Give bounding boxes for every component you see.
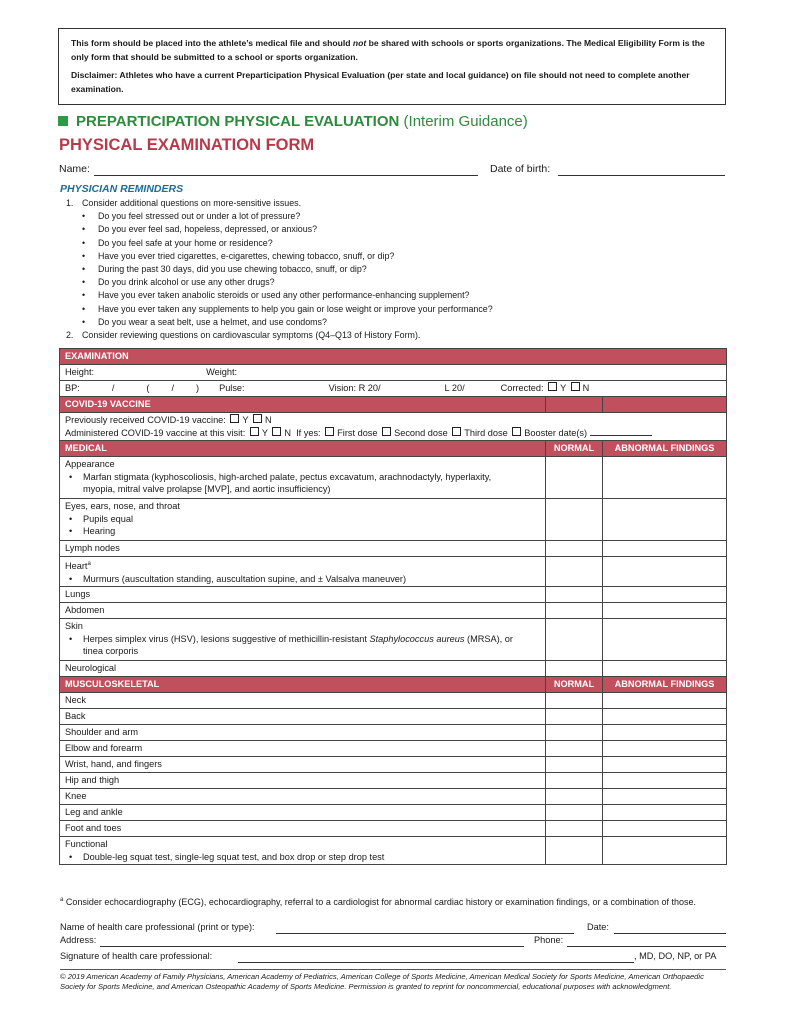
hcp-name-label: Name of health care professional (print or type):: [60, 922, 255, 932]
msk-row: Back: [60, 709, 546, 725]
abnormal-cell[interactable]: [603, 557, 727, 587]
msk-row: Wrist, hand, and fingers: [60, 757, 546, 773]
normal-cell[interactable]: [546, 693, 603, 709]
second-dose-checkbox[interactable]: [382, 427, 391, 436]
abnormal-cell[interactable]: [603, 821, 727, 837]
abnormal-cell[interactable]: [603, 757, 727, 773]
normal-cell[interactable]: [546, 603, 603, 619]
admin-vaccine-no-checkbox[interactable]: [272, 427, 281, 436]
normal-cell[interactable]: [546, 741, 603, 757]
reminder-bullet: • Do you wear a seat belt, use a helmet, and use condoms?: [66, 316, 493, 329]
abnormal-cell[interactable]: [603, 837, 727, 865]
msk-row: Elbow and forearm: [60, 741, 546, 757]
normal-cell[interactable]: [546, 587, 603, 603]
reminder-bullet: • Have you ever taken anabolic steroids or used any other performance-enhancing supplement?: [66, 289, 493, 302]
covid-row[interactable]: Previously received COVID-19 vaccine: Y N Administered COVID-19 vaccine at this visit: Y N If yes: First dose Second dose Third dose Booster date(s): [60, 413, 727, 441]
abnormal-header: ABNORMAL FINDINGS: [603, 441, 727, 457]
page-title: PHYSICAL EXAMINATION FORM: [59, 136, 315, 154]
reminder-bullet: • Do you feel safe at your home or residence?: [66, 237, 493, 250]
normal-cell[interactable]: [546, 725, 603, 741]
form-series-title: PREPARTICIPATION PHYSICAL EVALUATION (Interim Guidance): [58, 113, 528, 130]
copyright-notice: © 2019 American Academy of Family Physicians, American Academy of Pediatrics, American College of Sports Medicine, American Medical Society for Sports Medicine, American Orthopaedic Society for Sports Medicine, and American Osteopathic Academy of Sports Medicine. Permission is granted to reprint for noncommercial, educational purposes with acknowledgment.: [60, 969, 726, 991]
msk-row: Neck: [60, 693, 546, 709]
dob-label: Date of birth:: [490, 163, 551, 175]
signature-label: Signature of health care professional:: [60, 951, 213, 961]
msk-row: Foot and toes: [60, 821, 546, 837]
first-dose-checkbox[interactable]: [325, 427, 334, 436]
reminders-list: [66, 197, 493, 342]
abnormal-cell[interactable]: [603, 541, 727, 557]
abnormal-header: ABNORMAL FINDINGS: [603, 677, 727, 693]
appearance-row: Appearance • Marfan stigmata (kyphoscoliosis, high-arched palate, pectus excavatum, arachnodactyly, hyperlaxity, myopia, mitral valve prolapse [MVP], and aortic insufficiency): [60, 457, 546, 499]
name-label: Name:: [59, 163, 90, 175]
abnormal-cell[interactable]: [603, 661, 727, 677]
booster-date-field[interactable]: [590, 435, 652, 436]
normal-cell[interactable]: [546, 757, 603, 773]
abnormal-cell[interactable]: [603, 725, 727, 741]
notice-box: [58, 28, 726, 105]
dob-field[interactable]: [558, 175, 725, 176]
vitals-row[interactable]: BP: / ( / ) Pulse: Vision: R 20/ L 20/ Corrected: Y N: [60, 381, 727, 397]
reminders-heading: PHYSICIAN REMINDERS: [60, 183, 184, 195]
date-label: Date:: [587, 922, 609, 932]
abnormal-cell[interactable]: [603, 741, 727, 757]
normal-cell[interactable]: [546, 499, 603, 541]
lymph-row: Lymph nodes: [60, 541, 546, 557]
abnormal-cell[interactable]: [603, 693, 727, 709]
normal-cell[interactable]: [546, 821, 603, 837]
reminder-bullet: • During the past 30 days, did you use chewing tobacco, snuff, or dip?: [66, 263, 493, 276]
reminder-bullet: • Do you feel stressed out or under a lot of pressure?: [66, 210, 493, 223]
address-field[interactable]: [100, 946, 524, 947]
skin-row: Skin • Herpes simplex virus (HSV), lesions suggestive of methicillin-resistant Staphylococcus aureus (MRSA), or tinea corporis: [60, 619, 546, 661]
functional-row: Functional • Double-leg squat test, single-leg squat test, and box drop or step drop test: [60, 837, 546, 865]
section-musculoskeletal: MUSCULOSKELETAL: [60, 677, 546, 693]
footnote: $^a$ Consider echocardiography (ECG), echocardiography, referral to a cardiologist for abnormal cardiac history or examination findings, or a combination of those.: [60, 897, 697, 907]
height-weight-row[interactable]: Height: Weight:: [60, 365, 727, 381]
normal-header: NORMAL: [546, 441, 603, 457]
exam-table: [59, 348, 727, 865]
neuro-row: Neurological: [60, 661, 546, 677]
reminder-item-1: 1. Consider additional questions on more-sensitive issues.: [66, 198, 302, 208]
phone-label: Phone:: [534, 935, 564, 945]
reminder-bullet: • Have you ever taken any supplements to help you gain or lose weight or improve your performance?: [66, 303, 493, 316]
normal-cell[interactable]: [546, 541, 603, 557]
reminder-bullet: • Have you ever tried cigarettes, e-cigarettes, chewing tobacco, snuff, or dip?: [66, 250, 493, 263]
normal-header: NORMAL: [546, 677, 603, 693]
prev-vaccine-yes-checkbox[interactable]: [230, 414, 239, 423]
phone-field[interactable]: [567, 946, 726, 947]
disclaimer-text: Disclaimer: Athletes who have a current Preparticipation Physical Evaluation (per state and local guidance) on file should not need to complete another examination.: [71, 70, 690, 94]
normal-cell[interactable]: [546, 557, 603, 587]
msk-row: Knee: [60, 789, 546, 805]
lungs-row: Lungs: [60, 587, 546, 603]
heart-row: Heart$^a$ • Murmurs (auscultation standing, auscultation supine, and ± Valsalva maneuver): [60, 557, 546, 587]
abnormal-cell[interactable]: [603, 499, 727, 541]
signature-field[interactable]: [238, 962, 634, 963]
normal-cell[interactable]: [546, 773, 603, 789]
abnormal-cell[interactable]: [603, 709, 727, 725]
reminder-bullet: • Do you ever feel sad, hopeless, depressed, or anxious?: [66, 223, 493, 236]
abdomen-row: Abdomen: [60, 603, 546, 619]
corrected-no-checkbox[interactable]: [571, 382, 580, 391]
msk-row: Leg and ankle: [60, 805, 546, 821]
abnormal-cell[interactable]: [603, 619, 727, 661]
third-dose-checkbox[interactable]: [452, 427, 461, 436]
normal-cell[interactable]: [546, 457, 603, 499]
reminder-item-2: 2. Consider reviewing questions on cardiovascular symptoms (Q4–Q13 of History Form).: [66, 330, 421, 341]
reminder-bullet: • Do you drink alcohol or use any other drugs?: [66, 276, 493, 289]
normal-cell[interactable]: [546, 709, 603, 725]
section-examination: EXAMINATION: [60, 349, 727, 365]
hcp-name-field[interactable]: [276, 933, 574, 934]
eent-row: Eyes, ears, nose, and throat • Pupils equal • Hearing: [60, 499, 546, 541]
notice-text: This form should be placed into the athlete’s medical file and should not be shared with schools or sports organizations. The Medical Eligibility Form is the only form that should be submitted to a school or sports organization.: [71, 38, 705, 62]
normal-cell[interactable]: [546, 789, 603, 805]
normal-cell[interactable]: [546, 805, 603, 821]
normal-cell[interactable]: [546, 619, 603, 661]
msk-row: Hip and thigh: [60, 773, 546, 789]
normal-cell[interactable]: [546, 837, 603, 865]
booster-checkbox[interactable]: [512, 427, 521, 436]
msk-row: Shoulder and arm: [60, 725, 546, 741]
corrected-yes-checkbox[interactable]: [548, 382, 557, 391]
abnormal-cell[interactable]: [603, 789, 727, 805]
address-label: Address:: [60, 935, 97, 945]
abnormal-cell[interactable]: [603, 603, 727, 619]
credentials-label: , MD, DO, NP, or PA: [634, 951, 717, 961]
section-covid: COVID-19 VACCINE: [60, 397, 546, 413]
abnormal-cell[interactable]: [603, 773, 727, 789]
normal-cell[interactable]: [546, 661, 603, 677]
date-field[interactable]: [614, 933, 726, 934]
abnormal-cell[interactable]: [603, 805, 727, 821]
abnormal-cell[interactable]: [603, 457, 727, 499]
green-square-icon: [58, 116, 68, 126]
admin-vaccine-yes-checkbox[interactable]: [250, 427, 259, 436]
abnormal-cell[interactable]: [603, 587, 727, 603]
name-field[interactable]: [94, 175, 478, 176]
section-medical: MEDICAL: [60, 441, 546, 457]
prev-vaccine-no-checkbox[interactable]: [253, 414, 262, 423]
